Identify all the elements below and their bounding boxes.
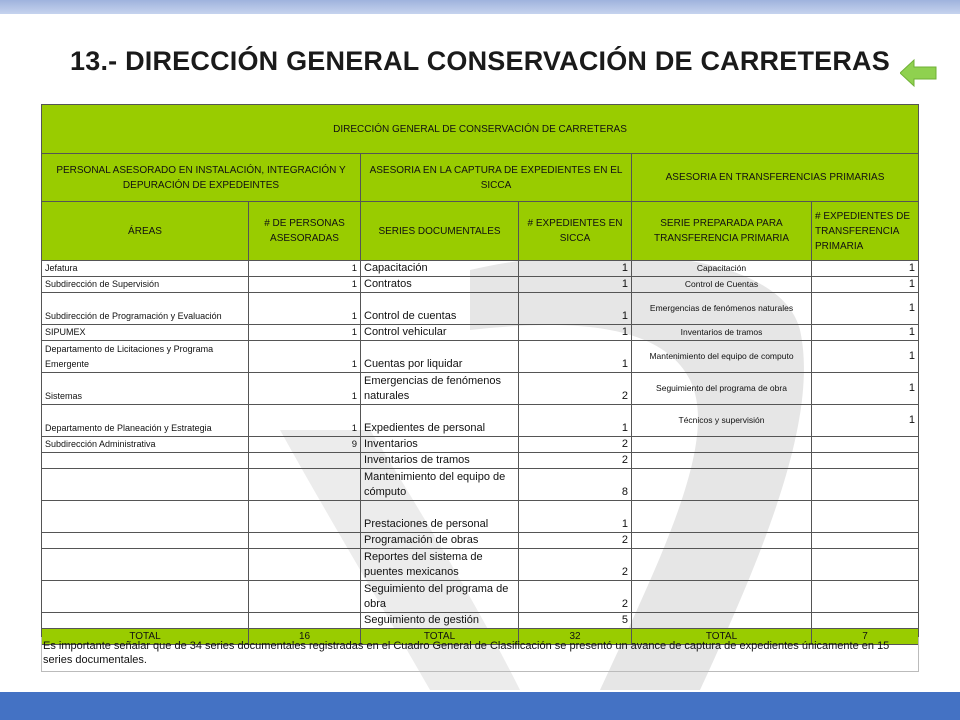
table-row — [42, 501, 919, 533]
table-row — [42, 581, 919, 613]
total-expedientes: 32 — [519, 629, 632, 645]
page-title: 13.- DIRECCIÓN GENERAL CONSERVACIÓN DE CARRETERAS — [70, 46, 890, 76]
col-header-personas: # DE PERSONAS ASESORADAS — [249, 202, 361, 261]
cell-area: SIPUMEX — [42, 325, 249, 341]
cell-personas: 1 — [249, 325, 361, 341]
cell-expedientes: 2 — [519, 437, 632, 453]
cell-personas: 1 — [249, 341, 361, 373]
table-row — [42, 405, 919, 437]
cell-expedientes: 1 — [519, 341, 632, 373]
cell-exp-transfer — [812, 613, 919, 629]
total-label: TOTAL — [632, 629, 812, 645]
table-row — [42, 293, 919, 325]
col-header-serie-transfer: SERIE PREPARADA PARA TRANSFERENCIA PRIMARIA — [632, 202, 812, 261]
cell-serie-transfer: Técnicos y supervisión — [632, 405, 812, 437]
table-row — [42, 533, 919, 549]
cell-serie-transfer: Inventarios de tramos — [632, 325, 812, 341]
cell-exp-transfer: 1 — [812, 293, 919, 325]
cell-personas — [249, 501, 361, 533]
col-header-areas: ÁREAS — [42, 202, 249, 261]
cell-serie-transfer — [632, 549, 812, 581]
cell-expedientes: 2 — [519, 373, 632, 405]
cell-expedientes: 1 — [519, 261, 632, 277]
table-row — [42, 549, 919, 581]
conservation-table — [41, 104, 919, 645]
main-header: DIRECCIÓN GENERAL DE CONSERVACIÓN DE CARRETERAS — [42, 105, 919, 154]
cell-area — [42, 613, 249, 629]
cell-exp-transfer — [812, 437, 919, 453]
cell-serie: Mantenimiento del equipo de cómputo — [361, 469, 519, 501]
total-label: TOTAL — [42, 629, 249, 645]
cell-exp-transfer: 1 — [812, 405, 919, 437]
cell-personas — [249, 581, 361, 613]
total-transfer: 7 — [812, 629, 919, 645]
cell-serie-transfer — [632, 613, 812, 629]
table-row — [42, 277, 919, 293]
cell-area — [42, 533, 249, 549]
cell-exp-transfer — [812, 533, 919, 549]
cell-expedientes: 8 — [519, 469, 632, 501]
cell-expedientes: 2 — [519, 533, 632, 549]
cell-expedientes: 1 — [519, 405, 632, 437]
table-row — [42, 325, 919, 341]
cell-serie: Expedientes de personal — [361, 405, 519, 437]
cell-exp-transfer — [812, 469, 919, 501]
total-label: TOTAL — [361, 629, 519, 645]
cell-serie-transfer: Mantenimiento del equipo de computo — [632, 341, 812, 373]
cell-expedientes: 2 — [519, 453, 632, 469]
cell-serie: Contratos — [361, 277, 519, 293]
cell-serie-transfer — [632, 469, 812, 501]
cell-expedientes: 2 — [519, 549, 632, 581]
section-header-personal: PERSONAL ASESORADO EN INSTALACIÓN, INTEGRACIÓN Y DEPURACIÓN DE EXPEDEINTES — [42, 154, 361, 202]
total-personas: 16 — [249, 629, 361, 645]
cell-personas — [249, 613, 361, 629]
cell-personas: 1 — [249, 293, 361, 325]
cell-area — [42, 581, 249, 613]
cell-serie-transfer: Emergencias de fenómenos naturales — [632, 293, 812, 325]
cell-area — [42, 469, 249, 501]
cell-expedientes: 5 — [519, 613, 632, 629]
section-header-sicca: ASESORIA EN LA CAPTURA DE EXPEDIENTES EN EL SICCA — [361, 154, 632, 202]
cell-serie-transfer — [632, 453, 812, 469]
cell-area: Subdirección Administrativa — [42, 437, 249, 453]
cell-area: Subdirección de Supervisión — [42, 277, 249, 293]
cell-personas: 1 — [249, 261, 361, 277]
cell-serie-transfer — [632, 501, 812, 533]
col-header-expedientes: # EXPEDIENTES EN SICCA — [519, 202, 632, 261]
cell-serie: Control de cuentas — [361, 293, 519, 325]
cell-expedientes: 1 — [519, 501, 632, 533]
cell-area: Subdirección de Programación y Evaluación — [42, 293, 249, 325]
cell-serie: Programación de obras — [361, 533, 519, 549]
cell-area — [42, 549, 249, 581]
bottom-decor-bar — [0, 692, 960, 720]
cell-area: Departamento de Licitaciones y Programa Emergente — [42, 341, 249, 373]
cell-serie: Emergencias de fenómenos naturales — [361, 373, 519, 405]
col-header-exp-transfer: # EXPEDIENTES DE TRANSFERENCIA PRIMARIA — [812, 202, 919, 261]
cell-personas — [249, 453, 361, 469]
cell-serie: Control vehicular — [361, 325, 519, 341]
cell-exp-transfer: 1 — [812, 325, 919, 341]
cell-exp-transfer: 1 — [812, 277, 919, 293]
cell-serie-transfer — [632, 533, 812, 549]
footnote: Es importante señalar que de 34 series documentales registradas en el Cuadro General de Clasificación se presentó un avance de captura de expedientes únicamente en 15 series documentales. — [43, 640, 890, 666]
table-row — [42, 453, 919, 469]
cell-personas — [249, 469, 361, 501]
cell-exp-transfer — [812, 549, 919, 581]
cell-personas: 1 — [249, 277, 361, 293]
cell-personas — [249, 549, 361, 581]
cell-personas: 1 — [249, 373, 361, 405]
cell-serie-transfer — [632, 581, 812, 613]
cell-expedientes: 1 — [519, 277, 632, 293]
cell-serie: Seguimiento del programa de obra — [361, 581, 519, 613]
cell-serie: Cuentas por liquidar — [361, 341, 519, 373]
cell-serie-transfer: Seguimiento del programa de obra — [632, 373, 812, 405]
col-header-series: SERIES DOCUMENTALES — [361, 202, 519, 261]
cell-area: Sistemas — [42, 373, 249, 405]
cell-exp-transfer — [812, 453, 919, 469]
cell-personas — [249, 533, 361, 549]
left-arrow-icon[interactable] — [900, 58, 938, 88]
cell-area — [42, 501, 249, 533]
cell-serie: Prestaciones de personal — [361, 501, 519, 533]
cell-exp-transfer: 1 — [812, 373, 919, 405]
table-row — [42, 613, 919, 629]
table-row — [42, 469, 919, 501]
cell-expedientes: 1 — [519, 325, 632, 341]
cell-serie-transfer — [632, 437, 812, 453]
cell-exp-transfer — [812, 581, 919, 613]
cell-area: Departamento de Planeación y Estrategia — [42, 405, 249, 437]
cell-area: Jefatura — [42, 261, 249, 277]
cell-expedientes: 1 — [519, 293, 632, 325]
cell-personas: 1 — [249, 405, 361, 437]
cell-serie: Capacitación — [361, 261, 519, 277]
cell-area — [42, 453, 249, 469]
cell-serie: Inventarios — [361, 437, 519, 453]
cell-serie-transfer: Control de Cuentas — [632, 277, 812, 293]
section-header-transfer: ASESORIA EN TRANSFERENCIAS PRIMARIAS — [632, 154, 919, 202]
cell-exp-transfer: 1 — [812, 341, 919, 373]
cell-serie-transfer: Capacitación — [632, 261, 812, 277]
table-row — [42, 437, 919, 453]
cell-exp-transfer — [812, 501, 919, 533]
cell-expedientes: 2 — [519, 581, 632, 613]
cell-exp-transfer: 1 — [812, 261, 919, 277]
table-row — [42, 341, 919, 373]
table-row — [42, 373, 919, 405]
cell-serie: Reportes del sistema de puentes mexicanos — [361, 549, 519, 581]
cell-serie: Inventarios de tramos — [361, 453, 519, 469]
cell-serie: Seguimiento de gestión — [361, 613, 519, 629]
cell-personas: 9 — [249, 437, 361, 453]
table-row — [42, 261, 919, 277]
